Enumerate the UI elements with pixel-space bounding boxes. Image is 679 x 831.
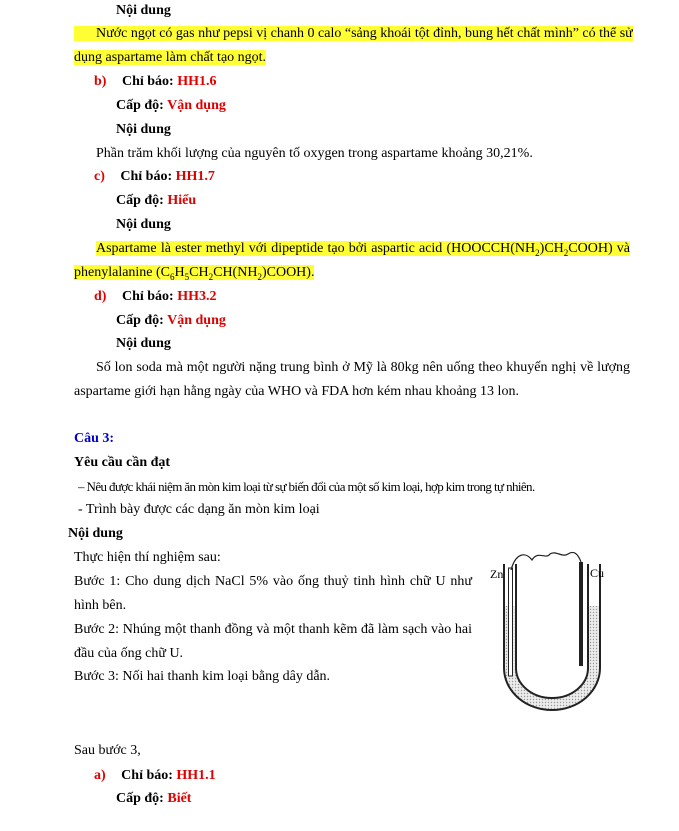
content-heading: Nội dung bbox=[68, 526, 123, 541]
item-marker: c) bbox=[94, 169, 105, 184]
tube-inner-wall bbox=[516, 564, 588, 698]
requirement-item: - Trình bày được các dạng ăn mòn kim loại bbox=[78, 502, 320, 517]
question-number: Câu 3: bbox=[74, 431, 115, 446]
item-c-indicator bbox=[94, 168, 215, 186]
level-value: Vận dụng bbox=[167, 98, 226, 113]
requirement-item: – Nêu được khái niệm ăn mòn kim loại từ sự biến đổi của một số kim loại, hợp kim trong tự nhiên. bbox=[78, 479, 535, 494]
step-line: Bước 2: Nhúng một thanh đồng và một thanh kẽm đã làm sạch vào hai bbox=[74, 622, 472, 637]
experiment-intro: Thực hiện thí nghiệm sau: bbox=[74, 550, 221, 565]
requirements-heading: Yêu cầu cần đạt bbox=[74, 455, 171, 470]
indicator-code: HH1.6 bbox=[177, 74, 217, 89]
paragraph-line bbox=[74, 49, 266, 67]
indicator-code: HH3.2 bbox=[177, 289, 217, 304]
highlighted-text: Aspartame là ester methyl với dipeptide tạo bởi aspartic acid $(HOOCCH(NH_2)CH_2COOH)$ và bbox=[96, 241, 631, 258]
copper-label: Cu bbox=[590, 566, 605, 580]
indicator-label: Chỉ báo: bbox=[120, 169, 176, 184]
item-b-level bbox=[116, 97, 226, 115]
step-line: đầu của ống chữ U. bbox=[74, 646, 184, 661]
level-label: Cấp độ: bbox=[116, 791, 168, 806]
indicator-label: Chỉ báo: bbox=[121, 768, 177, 783]
paragraph-line: aspartame giới hạn hằng ngày của WHO và FDA hơn kém nhau khoảng 13 lon. bbox=[74, 384, 519, 399]
step-line: hình bên. bbox=[74, 598, 127, 613]
indicator-label: Chỉ báo: bbox=[121, 74, 178, 89]
indicator-label: Chỉ báo: bbox=[121, 289, 178, 304]
content-heading: Nội dung bbox=[116, 3, 171, 18]
paragraph-line bbox=[74, 25, 633, 43]
indicator-code: HH1.1 bbox=[176, 768, 216, 783]
paragraph-line bbox=[74, 264, 314, 286]
step-line: Bước 3: Nối hai thanh kim loại bằng dây dẫn. bbox=[74, 669, 331, 684]
level-label: Cấp độ: bbox=[116, 313, 168, 328]
copper-rod bbox=[579, 562, 583, 666]
zinc-label: Zn bbox=[490, 567, 504, 581]
item-marker: b) bbox=[94, 74, 107, 89]
item-d-level bbox=[116, 312, 226, 330]
item-b-indicator bbox=[94, 73, 216, 91]
paragraph-line: Phần trăm khối lượng của nguyên tố oxygen trong aspartame khoảng 30,21%. bbox=[96, 146, 533, 161]
item-a-indicator bbox=[94, 767, 216, 785]
item-a-level bbox=[116, 790, 191, 808]
zinc-rod bbox=[509, 568, 513, 676]
level-label: Cấp độ: bbox=[116, 193, 168, 208]
level-value: Biết bbox=[167, 791, 192, 806]
paragraph-line: Số lon soda mà một người nặng trung bình ở Mỹ là 80kg nên uống theo khuyến nghị về lượng bbox=[96, 360, 630, 375]
electrolyte-solution bbox=[504, 606, 600, 710]
indicator-code: HH1.7 bbox=[175, 169, 215, 184]
content-heading: Nội dung bbox=[116, 217, 171, 232]
step-line: Bước 1: Cho dung dịch NaCl 5% vào ống thuỷ tinh hình chữ U như bbox=[74, 574, 472, 589]
level-value: Vận dụng bbox=[167, 313, 226, 328]
level-value: Hiểu bbox=[167, 193, 197, 208]
after-step-text: Sau bước 3, bbox=[74, 743, 141, 758]
item-c-level bbox=[116, 192, 196, 210]
item-d-indicator bbox=[94, 288, 216, 306]
item-marker: a) bbox=[94, 768, 106, 783]
u-tube-figure bbox=[484, 548, 620, 713]
paragraph-line bbox=[96, 240, 630, 262]
connecting-wire bbox=[511, 552, 581, 570]
highlighted-text: phenylalanine $(C_6H_5CH_2CH(NH_2)COOH)$. bbox=[74, 265, 315, 282]
content-heading: Nội dung bbox=[116, 122, 171, 137]
highlighted-text: Nước ngọt có gas như pepsi vị chanh 0 calo “sảng khoái tột đỉnh, bung hết chất mình” có thể sử bbox=[74, 26, 633, 41]
level-label: Cấp độ: bbox=[116, 98, 168, 113]
item-marker: d) bbox=[94, 289, 107, 304]
content-heading: Nội dung bbox=[116, 336, 171, 351]
highlighted-text: dụng aspartame làm chất tạo ngọt. bbox=[74, 50, 267, 65]
